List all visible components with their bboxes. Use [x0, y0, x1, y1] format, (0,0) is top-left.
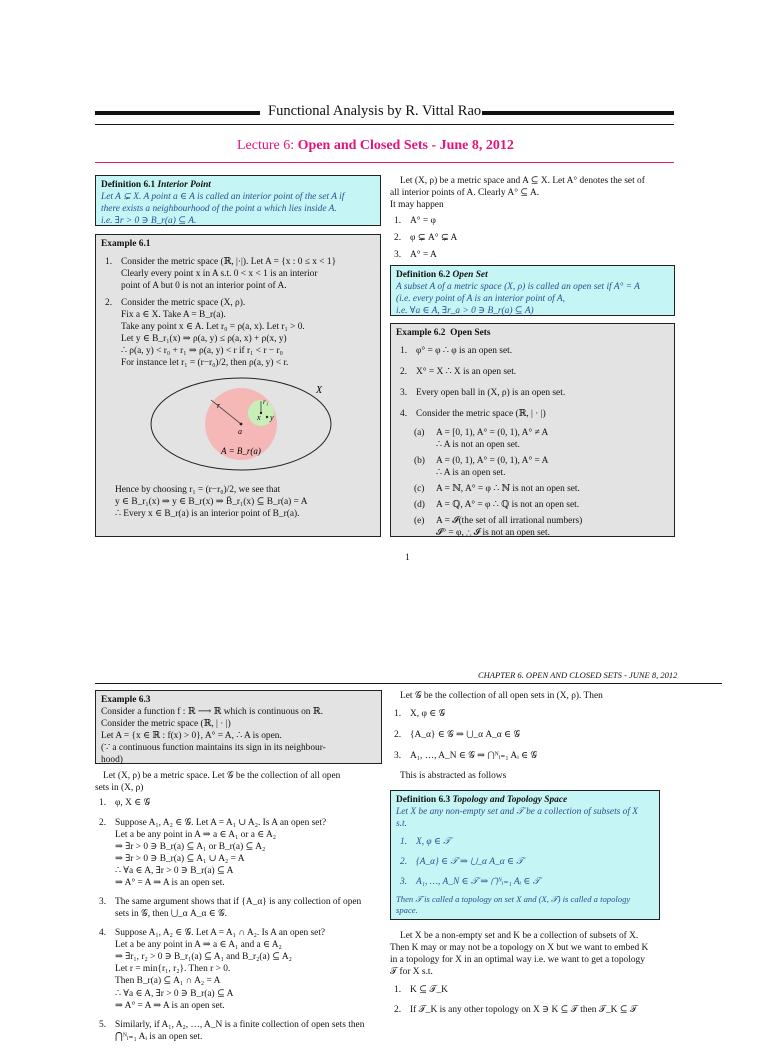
running-header: Functional Analysis by R. Vittal Rao — [268, 103, 482, 119]
example-line: Consider the metric space (ℝ, | · |) — [101, 719, 231, 730]
item-line: ⇒ A° = A ⇒ A is an open set. — [115, 1000, 225, 1011]
conclusion-line: ∴ Every x ∈ B_r(a) is an interior point of B_r(a). — [115, 509, 300, 520]
item-text: Consider the metric space (ℝ, | · |) — [416, 409, 546, 420]
page-number: 1 — [405, 553, 410, 563]
item-line: Then B_r(a) ⊆ A₁ ∩ A₂ = A — [115, 976, 221, 987]
sub-line: ∴ A is an open set. — [436, 468, 506, 479]
intro-line: Let 𝒢 be the collection of all open sets in (X, ρ). Then — [400, 691, 603, 701]
sub-item — [414, 427, 669, 451]
item-line: ⇒ ∃r > 0 ∋ B_r(a) ⊆ A₁ ∪ A₂ = A — [115, 854, 245, 865]
sub-number: (d) — [414, 500, 425, 511]
item-number: 3. — [394, 250, 402, 261]
example-6-2-box — [390, 323, 675, 537]
para-line: Let X be a non-empty set and K be a collection of subsets of X. — [400, 931, 639, 941]
item-text: A₁, …, A_N ∈ 𝒯 ⇒ ⋂ᴺᵢ₌₁ Aᵢ ∈ 𝒯 — [416, 877, 540, 888]
chapter-rule — [95, 683, 722, 684]
item-number: 2. — [394, 233, 402, 244]
list-item — [99, 797, 382, 809]
item-number: 1. — [394, 985, 402, 996]
item-text: Every open ball in (X, ρ) is an open set. — [416, 388, 566, 399]
sub-line: A = [0, 1), A° = (0, 1), A° ≠ A — [436, 428, 549, 439]
example-item — [400, 366, 669, 378]
definition-line: Let X be any non-empty set and 𝒯 be a collection of subsets of X — [396, 807, 639, 818]
header-rule-left — [95, 111, 260, 115]
definition-6-3-box — [390, 790, 660, 920]
sub-item — [414, 455, 669, 479]
item-line: Let r = min{r₁, r₂}. Then r > 0. — [115, 964, 231, 975]
intro-line: sets in (X, ρ) — [95, 783, 144, 794]
label-x-space: X — [316, 385, 323, 397]
para-line: Then K may or may not be a topology on X but we want to embed K — [390, 943, 649, 954]
item-line: For instance let r₁ = (r−r₀)/2, then ρ(a, y) < r. — [121, 358, 289, 369]
sub-item — [414, 483, 669, 495]
point-a — [240, 423, 243, 426]
definition-title: Definition 6.1 — [101, 180, 156, 190]
list-item — [394, 1004, 722, 1016]
para-line: in a topology for X in an optimal way i.e. we want to get a topology — [390, 955, 645, 966]
intro-line: Let (X, ρ) be a metric space and A ⊆ X. Let A° denotes the set of — [400, 176, 645, 186]
item-text: {A_α} ∈ 𝒯 ⇒ ⋃_α A_α ∈ 𝒯 — [416, 857, 524, 868]
case-text: φ ⊊ A° ⊊ A — [410, 233, 458, 244]
item-line: The same argument shows that if {A_α} is any collection of open — [115, 897, 362, 908]
sub-item — [414, 499, 669, 511]
example-item — [105, 297, 375, 369]
interior-intro — [390, 175, 675, 266]
definition-footer: space. — [396, 905, 418, 916]
label-r1: r₁ — [263, 398, 269, 407]
example-name: Open Sets — [450, 328, 491, 338]
label-x-point: x — [257, 413, 261, 423]
item-text: A₁, …, A_N ∈ 𝒢 ⇒ ⋂ᴺᵢ₌₁ Aᵢ ∈ 𝒢 — [410, 751, 538, 762]
item-line: ∴ ∀a ∈ A, ∃r > 0 ∋ B_r(a) ⊆ A — [115, 866, 234, 877]
sub-item — [414, 515, 669, 539]
definition-name: Open Set — [452, 270, 488, 280]
definition-title: Definition 6.3 — [396, 795, 451, 805]
item-line: Suppose A₁, A₂ ∈ 𝒢. Let A = A₁ ∪ A₂. Is A an open set? — [115, 818, 327, 829]
item-line: point of A but 0 is not an interior point of A. — [121, 281, 287, 292]
header-rule-bottom — [95, 124, 674, 125]
sub-line: A = ℕ, A° = φ ∴ ℕ is not an open set. — [436, 484, 580, 495]
case-item — [394, 215, 675, 227]
item-number: 1. — [400, 346, 408, 357]
example-item — [105, 256, 375, 292]
lecture-title — [237, 137, 514, 155]
definition-item — [400, 836, 654, 848]
example-6-3-box — [95, 690, 382, 764]
header-rule-right — [482, 111, 674, 115]
item-number: 2. — [394, 730, 402, 741]
para-line: 𝒯 for X s.t. — [390, 967, 433, 978]
definition-name: Interior Point — [157, 180, 211, 190]
item-number: 1. — [105, 257, 113, 268]
sub-line: 𝓘° = φ, ∴ 𝓘 is not an open set. — [436, 528, 550, 539]
sub-line: ∴ A is not an open set. — [436, 440, 520, 451]
example-line: Consider a function f : ℝ ⟶ ℝ which is continuous on ℝ. — [101, 707, 323, 718]
intro-line: all interior points of A. Clearly A° ⊆ A. — [390, 188, 540, 199]
conclusion-line: y ∈ B_r₁(x) ⇒ y ∈ B_r(x) ⇒ B̄_r₁(x) ⊆ B_r(a) = A — [115, 497, 308, 508]
sub-line: A = 𝓘(the set of all irrational numbers) — [436, 516, 583, 527]
item-number: 4. — [99, 928, 107, 939]
point-y — [266, 416, 268, 418]
label-a: a — [238, 427, 242, 437]
case-text: A° = φ — [410, 216, 436, 227]
list-item — [394, 984, 722, 996]
closing-paragraph — [390, 930, 722, 1021]
label-r: r — [217, 401, 221, 411]
item-number: 2. — [400, 367, 408, 378]
item-number: 1. — [99, 798, 107, 809]
definition-item — [400, 876, 654, 888]
item-line: φ, X ∈ 𝒢 — [115, 798, 151, 809]
sub-number: (a) — [414, 428, 425, 439]
intro-line: It may happen — [390, 200, 444, 211]
definition-title: Definition 6.2 — [396, 270, 451, 280]
label-y-point: y — [270, 413, 274, 423]
example-line: hood) — [101, 755, 123, 766]
item-number: 3. — [394, 751, 402, 762]
sub-line: A = (0, 1), A° = (0, 1), A° = A — [436, 456, 549, 467]
item-line: Similarly, if A₁, A₂, …, A_N is a finite collection of open sets then — [115, 1019, 365, 1030]
definition-item — [400, 856, 654, 868]
item-text: X° = X ∴ X is an open set. — [416, 367, 517, 378]
definition-footer: Then 𝒯 is called a topology on set X and (X, 𝒯) is called a topology — [396, 894, 631, 905]
item-text: φ° = φ ∴ φ is an open set. — [416, 346, 513, 357]
item-line: Let a be any point in A ⇒ a ∈ A₁ and a ∈ A₂ — [115, 940, 282, 951]
case-item — [394, 249, 675, 261]
item-line: ⋂ᴺᵢ₌₁ Aᵢ is an open set. — [115, 1031, 203, 1042]
open-ball-figure — [101, 374, 377, 482]
example-item — [400, 387, 669, 399]
example-item — [400, 408, 669, 420]
lecture-prefix: Lecture 6: — [237, 138, 295, 153]
chapter-header: CHAPTER 6. OPEN AND CLOSED SETS - JUNE 8, 2012 — [478, 670, 678, 680]
item-number: 1. — [400, 837, 408, 848]
label-ball: A = B_r(a) — [221, 446, 261, 457]
intro-line: Let (X, ρ) be a metric space. Let 𝒢 be the collection of all open — [103, 771, 341, 781]
definition-line: i.e. ∀a ∈ A, ∃r_a > 0 ∋ B_r(a) ⊆ A) — [396, 306, 534, 317]
item-line: ⇒ A° = A ⇒ A is an open set. — [115, 878, 225, 889]
item-number: 2. — [394, 1005, 402, 1016]
item-line: ⇒ ∃r > 0 ∋ B_r(a) ⊆ A₁ or B_r(a) ⊆ A₂ — [115, 842, 266, 853]
item-line: ∴ ∀a ∈ A, ∃r > 0 ∋ B_r(a) ⊆ A — [115, 988, 234, 999]
item-line: Clearly every point x in A s.t. 0 < x < 1 is an interior — [121, 269, 318, 280]
item-number: 4. — [400, 409, 408, 420]
item-line: Let y ∈ B_r₁(x) ⇒ ρ(a, y) ≤ ρ(a, x) + ρ(x, y) — [121, 334, 287, 345]
list-item — [99, 817, 382, 889]
sub-line: A = ℚ, A° = φ ∴ ℚ is not an open set. — [436, 500, 580, 511]
example-item — [400, 345, 669, 357]
list-item — [99, 927, 382, 1011]
item-number: 1. — [394, 216, 402, 227]
list-item — [394, 750, 722, 762]
item-number: 3. — [400, 877, 408, 888]
case-item — [394, 232, 675, 244]
item-line: Let a be any point in A ⇒ a ∈ A₁ or a ∈ A₂ — [115, 830, 277, 841]
definition-line: s.t. — [396, 819, 407, 830]
conclusion-line: Hence by choosing r₁ = (r−r₀)/2, we see that — [115, 485, 281, 496]
example-title: Example 6.1 — [101, 239, 151, 249]
item-number: 2. — [99, 818, 107, 829]
list-item — [394, 708, 722, 720]
right-column-page2 — [390, 690, 722, 782]
lecture-title-text: Open and Closed Sets - June 8, 2012 — [297, 138, 514, 153]
left-column-page2 — [95, 770, 382, 1048]
item-line: Take any point x ∈ A. Let r₀ = ρ(a, x). Let r₁ > 0. — [121, 322, 305, 333]
item-text: If 𝒯_K is any other topology on X ∋ K ⊆ 𝒯 then 𝒯_K ⊆ 𝒯 — [410, 1005, 638, 1016]
example-line: (∵ a continuous function maintains its sign in its neighbour- — [101, 743, 326, 754]
item-number: 5. — [99, 1019, 107, 1030]
sub-number: (c) — [414, 484, 425, 495]
item-line: ∴ ρ(a, y) < r₀ + r₁ ⇒ ρ(a, y) < r if r₁ < r − r₀ — [121, 346, 283, 357]
item-line: sets in 𝒢, then ⋃_α A_α ∈ 𝒢. — [115, 909, 228, 920]
sub-number: (b) — [414, 456, 425, 467]
item-text: X, φ ∈ 𝒢 — [410, 709, 446, 720]
list-item — [99, 1019, 382, 1043]
item-number: 1. — [394, 709, 402, 720]
abstracted-line: This is abstracted as follows — [400, 771, 507, 782]
item-number: 3. — [99, 897, 107, 908]
example-title: Example 6.3 — [101, 695, 151, 705]
case-text: A° = A — [410, 250, 437, 261]
list-item — [99, 896, 382, 920]
list-item — [394, 729, 722, 741]
definition-6-2-box — [390, 265, 675, 316]
definition-line: there exists a neighbourhood of the point a which lies inside A. — [101, 204, 337, 215]
item-line: Consider the metric space (ℝ, |·|). Let A = {x : 0 ≤ x < 1} — [121, 257, 337, 268]
sub-number: (e) — [414, 516, 425, 527]
definition-name: Topology and Topology Space — [452, 795, 568, 805]
lecture-rule — [95, 162, 674, 163]
item-text: X, φ ∈ 𝒯 — [416, 837, 451, 848]
item-line: Consider the metric space (X, ρ). — [121, 298, 246, 309]
item-text: {A_α} ∈ 𝒢 ⇒ ⋃_α A_α ∈ 𝒢 — [410, 730, 520, 741]
definition-6-1-box — [95, 175, 381, 226]
definition-line: i.e. ∃r > 0 ∋ B_r(a) ⊆ A. — [101, 216, 197, 227]
item-line: Fix a ∈ X. Take A = B_r(a). — [121, 310, 226, 321]
example-line: Let A = {x ∈ ℝ : f(x) > 0}, A° = A, ∴ A is open. — [101, 731, 282, 742]
item-number: 2. — [400, 857, 408, 868]
item-text: K ⊆ 𝒯_K — [410, 985, 448, 996]
definition-line: A subset A of a metric space (X, ρ) is called an open set if A° = A — [396, 282, 640, 293]
example-title: Example 6.2 — [396, 328, 446, 338]
example-6-1-box — [95, 234, 381, 537]
item-line: Suppose A₁, A₂ ∈ 𝒢. Let A = A₁ ∩ A₂. Is A an open set? — [115, 928, 326, 939]
definition-line: Let A ⊊ X. A point a ∈ A is called an interior point of the set A if — [101, 192, 345, 203]
item-number: 2. — [105, 298, 113, 309]
definition-line: (i.e. every point of A is an interior point of A, — [396, 294, 565, 305]
item-number: 3. — [400, 388, 408, 399]
item-line: ⇒ ∃r₁, r₂ > 0 ∋ B_r₁(a) ⊆ A₁ and B_r₂(a) ⊆ A₂ — [115, 952, 292, 963]
